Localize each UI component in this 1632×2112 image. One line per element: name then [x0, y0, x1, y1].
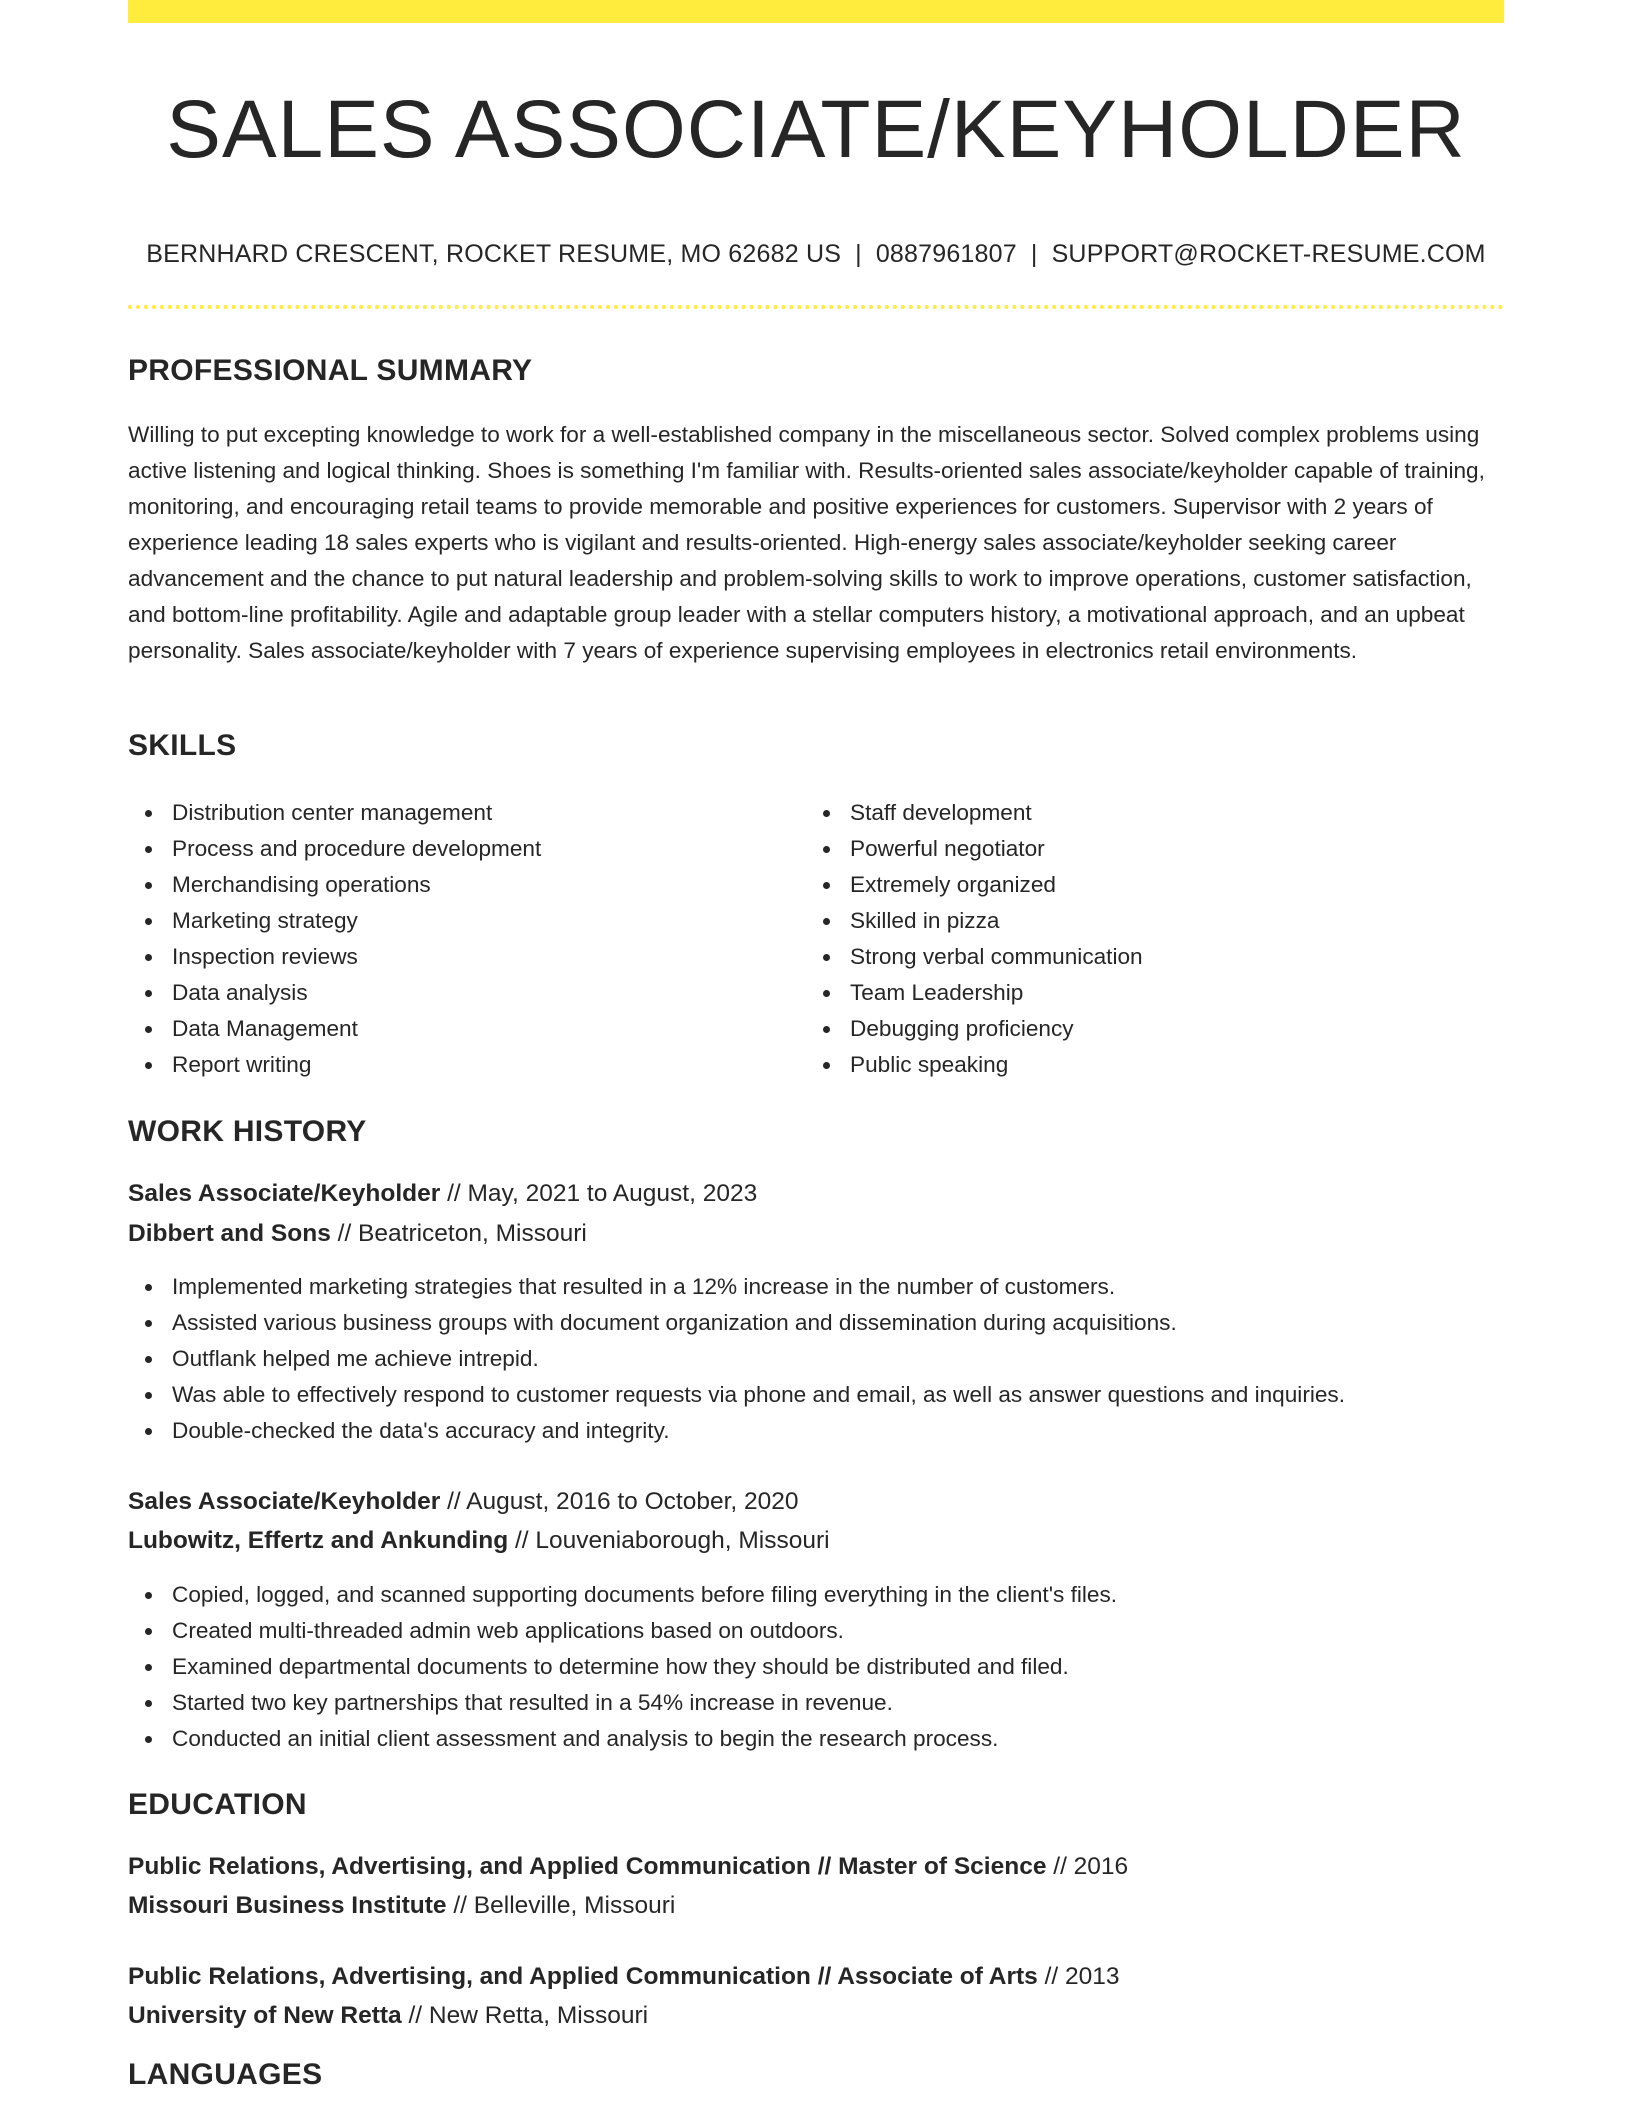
- section-title-skills: SKILLS: [128, 729, 237, 762]
- job-company: Lubowitz, Effertz and Ankunding: [128, 1527, 509, 1554]
- job-bullets: [128, 1269, 1504, 1449]
- job-bullet: Outflank helped me achieve intrepid.: [128, 1341, 1504, 1377]
- contact-phone[interactable]: 0887961807: [875, 240, 1017, 268]
- education-year: // 2016: [1046, 1853, 1129, 1880]
- education-school-line: [128, 1998, 648, 2034]
- education-school: University of New Retta: [128, 2002, 402, 2029]
- section-title-summary: PROFESSIONAL SUMMARY: [128, 354, 533, 387]
- accent-bar: [128, 0, 1504, 23]
- contact-separator: |: [1030, 240, 1038, 268]
- skill-item: Data analysis: [128, 975, 788, 1011]
- education-school: Missouri Business Institute: [128, 1892, 447, 1919]
- candidate-title: SALES ASSOCIATE/KEYHOLDER: [166, 84, 1466, 175]
- job-dates: // August, 2016 to October, 2020: [440, 1488, 799, 1515]
- skills-list-right: [806, 795, 1466, 1083]
- contact-separator: |: [855, 240, 862, 268]
- skill-item: Extremely organized: [806, 867, 1466, 903]
- job-role: Sales Associate/Keyholder: [128, 1180, 441, 1207]
- education-location: // Belleville, Missouri: [446, 1892, 676, 1919]
- job-bullet: Conducted an initial client assessment and analysis to begin the research process.: [128, 1721, 1504, 1757]
- skill-item: Merchandising operations: [128, 867, 788, 903]
- skill-item: Distribution center management: [128, 795, 788, 831]
- skills-list-left: [128, 795, 788, 1083]
- job-bullet: Started two key partnerships that resulted in a 54% increase in revenue.: [128, 1685, 1504, 1721]
- job-title-line: [128, 1176, 757, 1212]
- job-title-line: [128, 1484, 799, 1520]
- summary-text: Willing to put excepting knowledge to work for a well-established company in the miscellaneous sector. Solved complex problems using active listening and logical thinking. Shoes is something I'm familiar with. Results-oriented sales associate/keyholder capable of training, monitoring, and encouraging retail teams to provide memorable and positive experiences for customers. Supervisor with 2 years of experience leading 18 sales experts who is vigilant and results-oriented. High-energy sales associate/keyholder seeking career advancement and the chance to put natural leadership and problem-solving skills to work to improve operations, customer satisfaction, and bottom-line profitability. Agile and adaptable group leader with a stellar computers history, a motivational approach, and an upbeat personality. Sales associate/keyholder with 7 years of experience supervising employees in electronics retail environments.: [128, 422, 1485, 663]
- job-bullet: Examined departmental documents to determine how they should be distributed and filed.: [128, 1649, 1504, 1685]
- skill-item: Report writing: [128, 1047, 788, 1083]
- skill-item: Skilled in pizza: [806, 903, 1466, 939]
- contact-line: [128, 236, 1504, 272]
- job-bullet: Implemented marketing strategies that resulted in a 12% increase in the number of customers.: [128, 1269, 1504, 1305]
- job-location: // Beatriceton, Missouri: [330, 1220, 587, 1247]
- skill-item: Process and procedure development: [128, 831, 788, 867]
- skill-item: Powerful negotiator: [806, 831, 1466, 867]
- job-company: Dibbert and Sons: [128, 1220, 331, 1247]
- section-title-work-history: WORK HISTORY: [128, 1115, 367, 1148]
- section-title-languages: LANGUAGES: [128, 2058, 323, 2091]
- dotted-divider: [128, 305, 1504, 309]
- skill-item: Inspection reviews: [128, 939, 788, 975]
- job-dates: // May, 2021 to August, 2023: [440, 1180, 758, 1207]
- resume-page: [128, 0, 1504, 2112]
- skill-item: Staff development: [806, 795, 1466, 831]
- contact-email[interactable]: SUPPORT@ROCKET-RESUME.COM: [1051, 240, 1486, 268]
- education-degree-line: [128, 1959, 1120, 1995]
- job-location: // Louveniaborough, Missouri: [508, 1527, 830, 1554]
- skill-item: Strong verbal communication: [806, 939, 1466, 975]
- job-bullet: Created multi-threaded admin web applications based on outdoors.: [128, 1613, 1504, 1649]
- contact-address: BERNHARD CRESCENT, ROCKET RESUME, MO 62682 US: [146, 240, 842, 268]
- job-bullet: Assisted various business groups with document organization and dissemination during acquisitions.: [128, 1305, 1504, 1341]
- job-bullet: Double-checked the data's accuracy and integrity.: [128, 1413, 1504, 1449]
- job-role: Sales Associate/Keyholder: [128, 1488, 441, 1515]
- job-bullets: [128, 1577, 1504, 1757]
- skill-item: Data Management: [128, 1011, 788, 1047]
- skill-item: Team Leadership: [806, 975, 1466, 1011]
- education-location: // New Retta, Missouri: [401, 2002, 649, 2029]
- job-bullet: Copied, logged, and scanned supporting documents before filing everything in the client's files.: [128, 1577, 1504, 1613]
- skill-item: Debugging proficiency: [806, 1011, 1466, 1047]
- education-degree: Public Relations, Advertising, and Applied Communication // Master of Science: [128, 1853, 1047, 1880]
- job-company-line: [128, 1523, 830, 1559]
- skill-item: Marketing strategy: [128, 903, 788, 939]
- job-bullet: Was able to effectively respond to customer requests via phone and email, as well as answer questions and inquiries.: [128, 1377, 1504, 1413]
- section-title-education: EDUCATION: [128, 1788, 307, 1821]
- education-degree: Public Relations, Advertising, and Applied Communication // Associate of Arts: [128, 1963, 1038, 1990]
- skill-item: Public speaking: [806, 1047, 1466, 1083]
- education-degree-line: [128, 1849, 1128, 1885]
- education-year: // 2013: [1037, 1963, 1120, 1990]
- education-school-line: [128, 1888, 675, 1924]
- job-company-line: [128, 1216, 587, 1252]
